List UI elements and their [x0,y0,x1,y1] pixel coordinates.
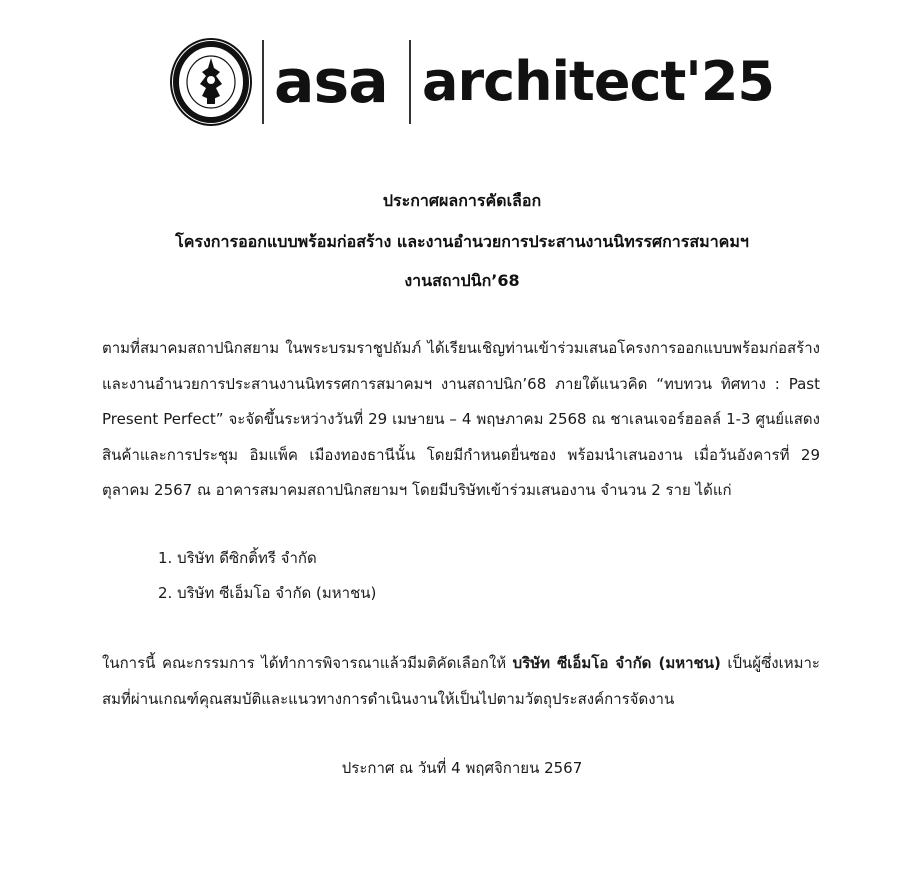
intro-paragraph: ตามที่สมาคมสถาปนิกสยาม ในพระบรมราชูปถัมภ์ ได้เรียนเชิญท่านเข้าร่วมเสนอโครงการออกแบบพร้อมก่อสร้าง และงานอำนวยการประสานงานนิทรรศการสมาคมฯ งานสถาปนิก’68 ภายใต้แนวคิด “ทบทวน ทิศทาง : Past Present Perfect” จะจัดขึ้นระหว่างวันที่ 29 เมษายน – 4 พฤษภาคม 2568 ณ ชาเลนเจอร์ฮอลล์ 1-3 ศูนย์แสดงสินค้าและการประชุม อิมแพ็ค เมืองทองธานีนั้น โดยมีกำหนดยื่นซอง พร้อมนำเสนองาน เมื่อวันอังคารที่ 29 ตุลาคม 2567 ณ อาคารสมาคมสถาปนิกสยามฯ โดยมีบริษัทเข้าร่วมเสนองาน จำนวน 2 ราย ได้แก่ [102,339,820,499]
announcement-date: ประกาศ ณ วันที่ 4 พฤศจิกายน 2567 [341,759,583,777]
selected-company: บริษัท ซีเอ็มโอ จำกัด (มหาชน) [512,654,721,672]
list-item: 1. บริษัท ดีซิกติ้ทรี จำกัด [158,549,317,567]
asa-seal-logo [170,38,252,126]
asa-logo-text: asa [274,47,388,117]
result-paragraph [102,646,820,717]
announcement-title: ประกาศผลการคัดเลือก [382,191,542,210]
header-divider [262,40,264,124]
bidder-list [158,541,376,611]
result-text-post: เป็นผู้ซึ่งเหมาะสมที่ผ่านเกณฑ์คุณสมบัติและแนวทางการดำเนินงานให้เป็นไปตามวัตถุประสงค์การจัดงาน [102,654,820,708]
header-divider [409,40,411,124]
project-title: โครงการออกแบบพร้อมก่อสร้าง และงานอำนวยการประสานงานนิทรรศการสมาคมฯ [175,232,749,251]
architect-25-logo-text: architect'25 [422,50,774,113]
list-item: 2. บริษัท ซีเอ็มโอ จำกัด (มหาชน) [158,584,377,602]
header-logo-bar [170,38,774,130]
result-text-pre: ในการนี้ คณะกรรมการ ได้ทำการพิจารณาแล้วมีมติคัดเลือกให้ [102,654,513,672]
event-title: งานสถาปนิก’68 [404,271,520,290]
